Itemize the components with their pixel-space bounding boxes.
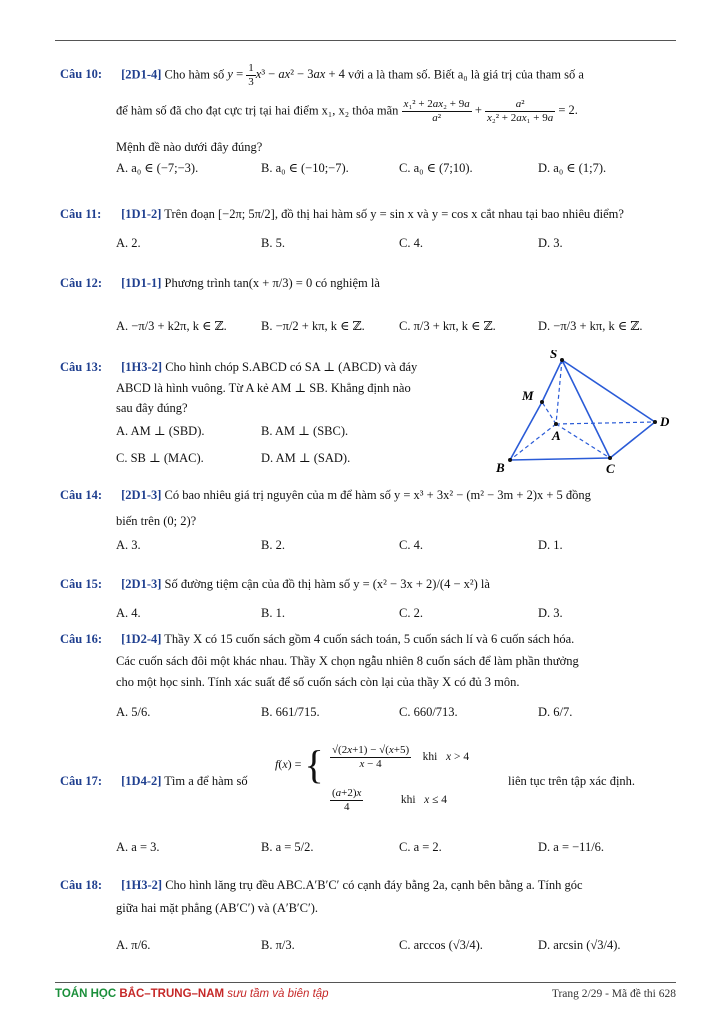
question-16	[60, 630, 680, 649]
formula: y = $\frac{1}{3}$ x³ − ax² − 3ax + 4	[227, 62, 345, 88]
question-13-options-row1	[116, 423, 486, 445]
question-number: Câu 15:	[60, 577, 103, 591]
question-number: Câu 12:	[60, 276, 103, 290]
option-c[interactable]: C. π/3 + kπ, k ∈ ℤ.	[399, 319, 496, 333]
question-number: Câu 14:	[60, 488, 103, 502]
piecewise-case-1: $\frac{√(2x+1) - √(x+5)}{x - 4}$ khi x > 4	[332, 744, 470, 770]
point-s	[560, 358, 564, 362]
option-b[interactable]: B. 661/715.	[261, 705, 320, 719]
option-b[interactable]: B. π/3.	[261, 938, 295, 952]
option-c[interactable]: C. a₀ ∈ (7;10).	[399, 161, 473, 175]
question-10-line3: Mệnh đề nào dưới đây đúng?	[116, 140, 263, 154]
question-tag: [1H3-2]	[121, 878, 163, 892]
question-tag: [1D2-4]	[121, 632, 162, 646]
question-18	[60, 876, 680, 895]
option-c[interactable]: C. arccos (√3/4).	[399, 938, 483, 952]
option-b[interactable]: B. a = 5/2.	[261, 840, 314, 854]
option-a[interactable]: A. 4.	[116, 606, 141, 620]
question-17-options	[116, 840, 680, 862]
question-10-line2	[116, 98, 680, 125]
option-d[interactable]: D. 3.	[538, 236, 563, 250]
question-text: Các cuốn sách đôi một khác nhau. Thầy X chọn ngẫu nhiên 8 cuốn sách để làm phần thưởng	[116, 654, 579, 668]
question-tag: [1D4-2]	[121, 774, 162, 788]
option-d[interactable]: D. 3.	[538, 606, 563, 620]
question-tag: [2D1-4]	[121, 67, 162, 82]
question-16-options	[116, 705, 680, 727]
option-b[interactable]: B. AM ⊥ (SBC).	[261, 424, 349, 438]
option-c[interactable]: C. 660/713.	[399, 705, 458, 719]
question-text: Tìm a để hàm số	[164, 774, 248, 788]
question-18-options	[116, 938, 680, 960]
point-d	[653, 420, 657, 424]
question-number: Câu 17:	[60, 774, 103, 788]
label-c: C	[606, 461, 615, 475]
edge-mb	[510, 402, 542, 460]
edge-sd	[562, 360, 655, 422]
option-a[interactable]: A. π/6.	[116, 938, 151, 952]
option-b[interactable]: B. −π/2 + kπ, k ∈ ℤ.	[261, 319, 365, 333]
question-14	[60, 486, 680, 505]
edge-ab	[510, 424, 556, 460]
question-text: với a là tham số. Biết a₀ là giá trị của tham số a	[348, 67, 584, 82]
option-d[interactable]: D. 1.	[538, 538, 563, 552]
question-number: Câu 16:	[60, 632, 103, 646]
question-number: Câu 13:	[60, 360, 103, 374]
footer-brand	[55, 988, 329, 1000]
question-tag: [2D1-3]	[121, 488, 162, 502]
question-tag: [2D1-3]	[121, 577, 162, 591]
question-tag: [1H3-2]	[121, 360, 163, 374]
option-b[interactable]: B. 2.	[261, 538, 285, 552]
option-a[interactable]: A. −π/3 + k2π, k ∈ ℤ.	[116, 319, 227, 333]
question-text: sau đây đúng?	[116, 401, 188, 415]
edge-cd	[610, 422, 655, 458]
pyramid-figure	[490, 350, 680, 475]
question-number: Câu 10:	[60, 67, 103, 82]
question-number: Câu 11:	[60, 207, 102, 221]
option-a[interactable]: A. 3.	[116, 538, 141, 552]
label-s: S	[550, 350, 558, 361]
option-a[interactable]: A. a₀ ∈ (−7;−3).	[116, 161, 199, 175]
piecewise-case-2: $\frac{(a+2)x}{4}$ khi x ≤ 4	[332, 787, 448, 813]
question-text: Có bao nhiêu giá trị nguyên của m để hàm số y = x³ + 3x² − (m² − 3m + 2)x + 5 đồng	[164, 488, 591, 502]
question-text: Trên đoạn [−2π; 5π/2], đồ thị hai hàm số y = sin x và y = cos x cắt nhau tại bao nhiêu điểm?	[164, 207, 624, 221]
option-a[interactable]: A. 5/6.	[116, 705, 151, 719]
question-text: giữa hai mặt phẳng (AB′C′) và (A′B′C′).	[116, 901, 319, 915]
option-d[interactable]: D. −π/3 + kπ, k ∈ ℤ.	[538, 319, 643, 333]
label-a: A	[552, 428, 561, 443]
option-b[interactable]: B. 5.	[261, 236, 285, 250]
option-d[interactable]: D. a₀ ∈ (1;7).	[538, 161, 607, 175]
option-c[interactable]: C. 2.	[399, 606, 423, 620]
question-10	[60, 62, 680, 89]
question-text: Thầy X có 15 cuốn sách gồm 4 cuốn sách toán, 5 cuốn sách lí và 6 cuốn sách hóa.	[164, 632, 575, 646]
option-b[interactable]: B. a₀ ∈ (−10;−7).	[261, 161, 349, 175]
option-d[interactable]: D. AM ⊥ (SAD).	[261, 451, 351, 465]
question-number: Câu 18:	[60, 878, 103, 892]
option-c[interactable]: C. 4.	[399, 538, 423, 552]
edge-am	[542, 402, 556, 424]
option-c[interactable]: C. SB ⊥ (MAC).	[116, 451, 204, 465]
question-text: Phương trình tan(x + π/3) = 0 có nghiệm là	[164, 276, 380, 290]
question-15-options	[116, 606, 680, 628]
question-tag: [1D1-2]	[121, 207, 162, 221]
option-a[interactable]: A. AM ⊥ (SBD).	[116, 424, 205, 438]
question-15	[60, 575, 680, 594]
edge-ad	[556, 422, 655, 424]
formula: $\frac{\text{x₁² + 2ax₂ + 9a}}{\text{a²}}$ + $\frac{\text{a²}}{\text{x₂² + 2ax₁ + 9a}}$ = 2.	[403, 98, 578, 124]
question-11	[60, 205, 680, 224]
label-b: B	[496, 460, 505, 475]
point-a	[554, 422, 558, 426]
top-rule	[55, 40, 676, 41]
question-13-options-row2	[116, 450, 486, 472]
bottom-rule	[55, 982, 676, 983]
question-14-options	[116, 538, 680, 560]
piecewise-formula: f(x) = {	[275, 742, 324, 787]
option-d[interactable]: D. 6/7.	[538, 705, 573, 719]
option-d[interactable]: D. a = −11/6.	[538, 840, 605, 854]
edge-bc	[510, 458, 610, 460]
question-text: Cho hình chóp S.ABCD có SA ⊥ (ABCD) và đáy	[165, 360, 418, 374]
footer-brand-prefix: TOÁN HỌC	[55, 988, 120, 1000]
page-number: Trang 2/29 - Mã đề thi 628	[551, 988, 676, 1000]
question-text: Cho hình lăng trụ đều ABC.A′B′C′ có cạnh đáy bằng 2a, cạnh bên bằng a. Tính góc	[165, 878, 583, 892]
question-text: Số đường tiệm cận của đồ thị hàm số y = (x² − 3x + 2)/(4 − x²) là	[164, 577, 490, 591]
option-a[interactable]: A. 2.	[116, 236, 141, 250]
footer-brand-suffix: sưu tầm và biên tập	[224, 988, 329, 1000]
option-a[interactable]: A. a = 3.	[116, 840, 160, 854]
question-13	[60, 358, 490, 377]
question-12	[60, 274, 680, 293]
option-c[interactable]: C. 4.	[399, 236, 423, 250]
question-text: ABCD là hình vuông. Từ A kẻ AM ⊥ SB. Khẳng định nào	[116, 381, 411, 395]
footer-brand-regions: BẮC–TRUNG–NAM	[119, 988, 225, 1000]
question-10-options	[116, 160, 680, 182]
option-d[interactable]: D. arcsin (√3/4).	[538, 938, 621, 952]
question-text: để hàm số đã cho đạt cực trị tại hai điểm x₁, x₂ thỏa mãn	[116, 103, 399, 118]
label-d: D	[660, 414, 670, 429]
option-b[interactable]: B. 1.	[261, 606, 285, 620]
question-12-options	[116, 318, 680, 340]
option-c[interactable]: C. a = 2.	[399, 840, 442, 854]
question-text: biến trên (0; 2)?	[116, 514, 197, 528]
point-m	[540, 400, 544, 404]
question-text: cho một học sinh. Tính xác suất để số cuốn sách còn lại của thầy X có đủ 3 môn.	[116, 675, 520, 689]
question-11-options	[116, 236, 680, 258]
point-b	[508, 458, 512, 462]
question-text: Cho hàm số	[164, 67, 225, 82]
question-tag: [1D1-1]	[121, 276, 162, 290]
label-m: M	[522, 388, 534, 403]
point-c	[608, 456, 612, 460]
question-text: liên tục trên tập xác định.	[508, 774, 636, 788]
